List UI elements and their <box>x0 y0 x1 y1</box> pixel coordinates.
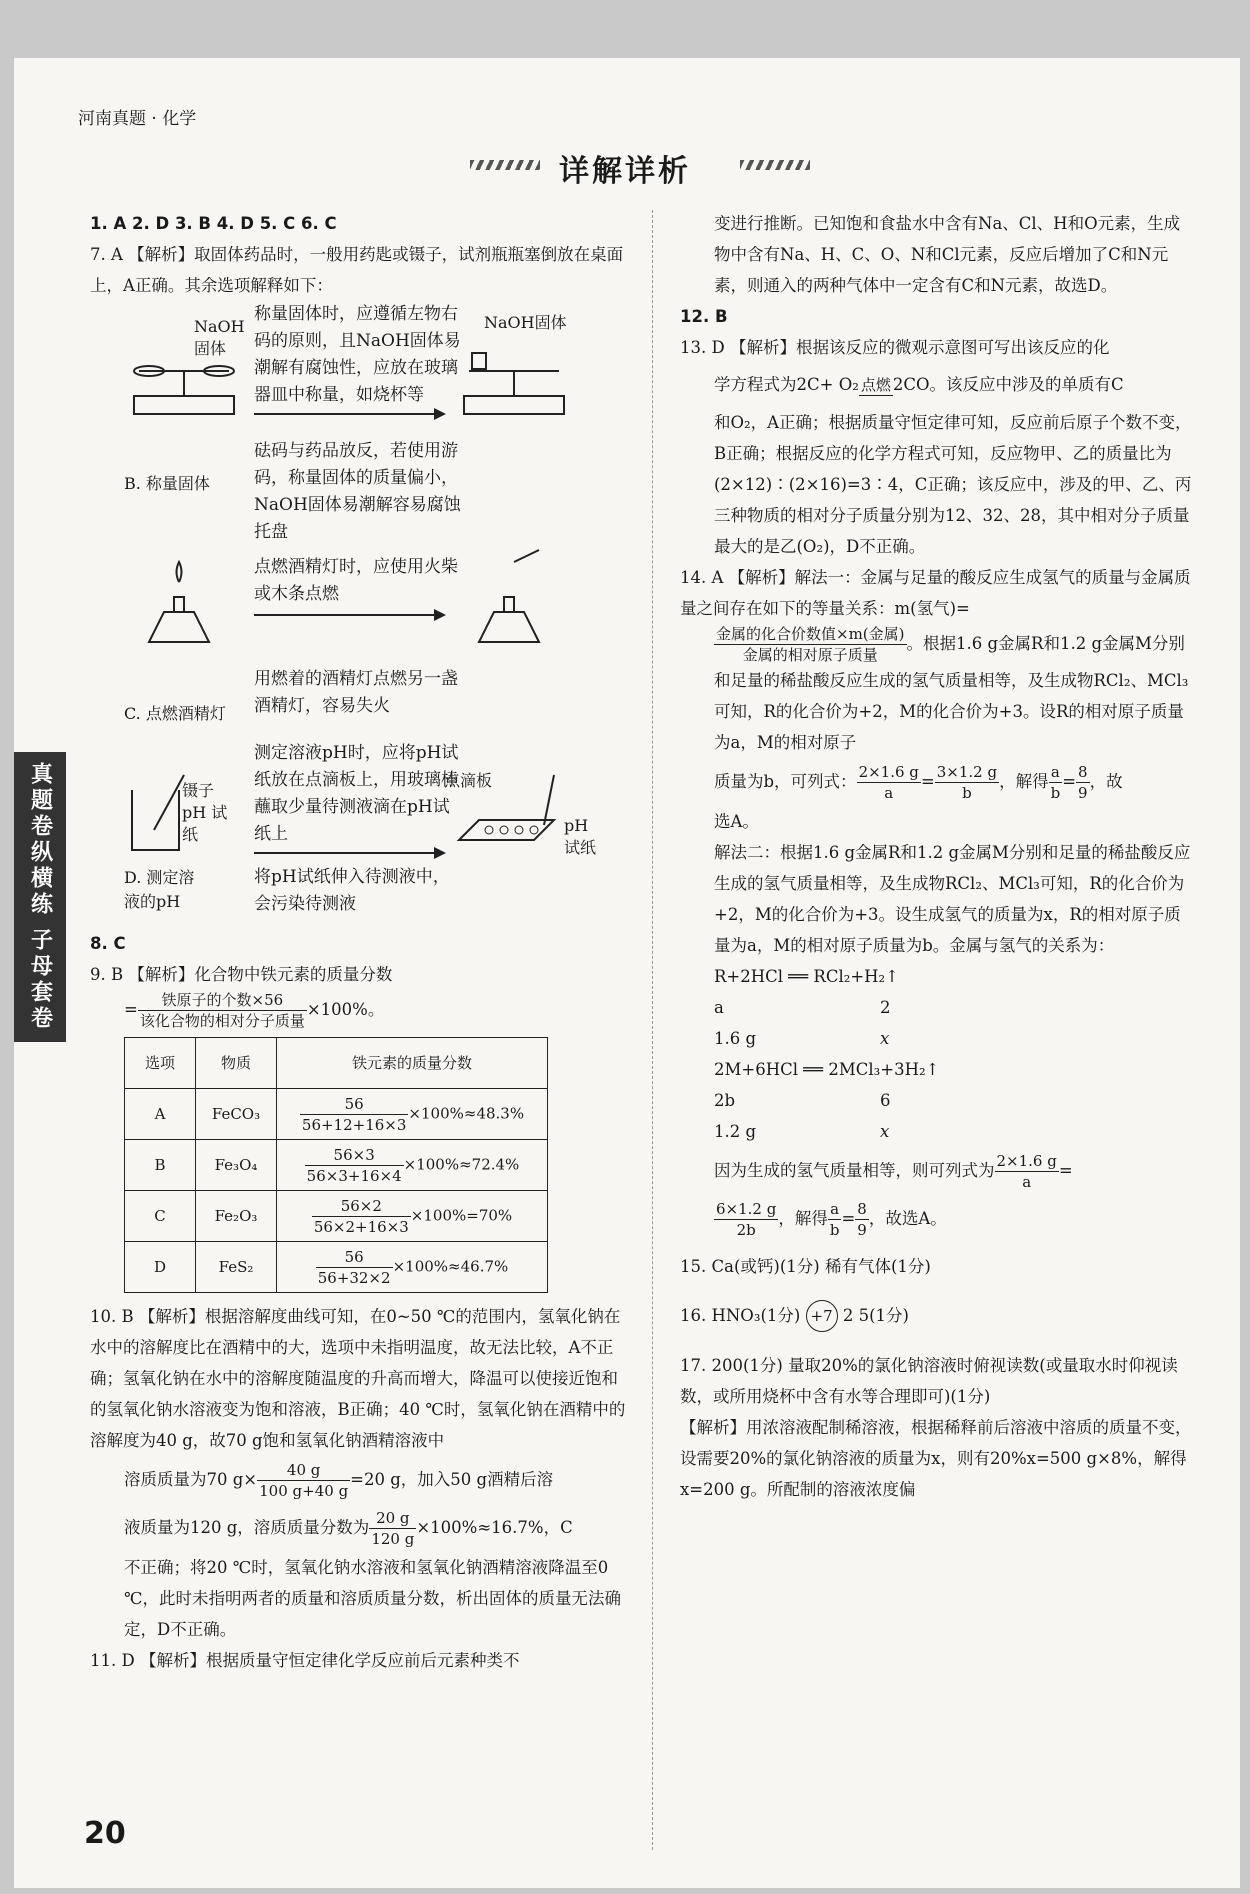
q13-text: 13. D 【解析】根据该反应的微观示意图可写出该反应的化 <box>680 338 1110 357</box>
frac-den: 100 g+40 g <box>259 1482 349 1500</box>
table-cell: A <box>125 1089 196 1140</box>
frac-num: 56 <box>300 1094 409 1115</box>
frac-num: a <box>1049 762 1063 783</box>
q14-method2: 解法二：根据1.6 g金属R和1.2 g金属M分别和足量的稀盐酸反应生成的氢气质量相等，及生成物RCl₂、MCl₃可知，R的化合价为+2，M的化合价为+3。设生成氢气的质量为x，R的相对原子质量为a，M的相对原子质量为b。金属与氢气的关系为： <box>714 843 1191 955</box>
table-cell: FeCO₃ <box>196 1089 277 1140</box>
q16 <box>680 1296 1192 1336</box>
fig-c-caption: C. 点燃酒精灯 <box>124 704 226 723</box>
electron-shells: 2 5 <box>842 1306 870 1325</box>
figure-b-lower <box>124 438 630 542</box>
table-header: 铁元素的质量分数 <box>277 1038 548 1089</box>
q11-text: 11. D 【解析】根据质量守恒定律化学反应前后元素种类不 <box>90 1651 520 1670</box>
reaction-condition: 点燃 <box>860 376 891 394</box>
title-decoration-right <box>740 160 810 170</box>
fig-b-top-text: 称量固体时，应遵循左物右码的原则，且NaOH固体易潮解有腐蚀性，应放在玻璃器皿中称量，如烧杯等 <box>254 304 461 405</box>
frac-den: 56×3+16×4 <box>306 1166 402 1185</box>
frac-den: b <box>829 1221 840 1239</box>
text: 质量为b，可列式： <box>714 772 857 791</box>
frac-den: 9 <box>1078 784 1088 802</box>
text: 因为生成的氢气质量相等，则可列式为 <box>714 1161 995 1180</box>
frac-den: 2b <box>736 1221 756 1239</box>
frac-den: b <box>962 784 972 802</box>
frac-num: 56×3 <box>305 1145 404 1166</box>
frac-den: 56+12+16×3 <box>301 1115 407 1134</box>
q13-eq <box>680 363 1192 407</box>
table-cell <box>277 1089 548 1140</box>
figure-d-lower <box>124 864 630 924</box>
fig-c-bottom-text: 用燃着的酒精灯点燃另一盏酒精灯，容易失火 <box>254 669 458 716</box>
text: (1分) <box>869 1306 909 1325</box>
alcohol-lamp-left-icon <box>134 542 224 652</box>
frac-den: b <box>1050 784 1061 802</box>
q12: 12. B <box>680 307 728 326</box>
table-cell <box>277 1191 548 1242</box>
figure-b <box>124 301 630 434</box>
balance-right-icon <box>454 341 574 421</box>
frac-num: a <box>828 1199 842 1220</box>
q9-frac-tail: ×100%。 <box>306 1000 385 1019</box>
side-tab <box>14 752 66 1042</box>
text: 16. HNO₃(1分) <box>680 1306 801 1325</box>
page-number: 20 <box>84 1816 126 1851</box>
q8: 8. C <box>90 934 126 953</box>
table-row <box>125 1242 548 1293</box>
q10-line3 <box>90 1504 630 1552</box>
frac-num: 20 g <box>369 1508 416 1529</box>
q10-text: 10. B 【解析】根据溶解度曲线可知，在0~50 ℃的范围内，氢氧化钠在水中的溶解度比在酒精中的大，选项中未指明温度，故无法比较，A不正确；氢氧化钠在水中的溶解度随温度的升高而增大，降温可以使接近饱和的氢氧化钠水溶液变为饱和溶液，B正确；40 ℃时，氢氧化钠在酒精中的溶解度为40 g，故70 g饱和氢氧化钠酒精溶液中 <box>90 1307 626 1450</box>
table-row <box>125 1140 548 1191</box>
text: = <box>1062 772 1077 791</box>
q9-frac-num: 铁原子的个数×56 <box>138 990 307 1011</box>
side-tab-line1: 真题卷纵横练 <box>27 762 53 918</box>
reaction-2: 2M+6HCl ══ 2MCl₃+3H₂↑ <box>714 1060 940 1079</box>
text: ，故 <box>1089 772 1123 791</box>
column-divider <box>652 210 653 1850</box>
q17: 17. 200(1分) 量取20%的氯化钠溶液时俯视读数(或量取水时仰视读数，或所用烧杯中含有水等合理即可)(1分) <box>680 1356 1178 1406</box>
q14-select: 选A。 <box>714 812 759 831</box>
reaction-2-value: 2b <box>714 1091 736 1110</box>
frac-num: 3×1.2 g <box>936 763 998 781</box>
fig-b-bottom-text: 砝码与药品放反，若使用游码，称量固体的质量偏小，NaOH固体易潮解容易腐蚀托盘 <box>254 441 461 542</box>
text: =20 g，加入50 g酒精后溶 <box>350 1470 554 1489</box>
q17-analysis: 【解析】用浓溶液配制稀溶液，根据稀释前后溶液中溶质的质量不变，设需要20%的氯化钠溶液的质量为x，则有20%x=500 g×8%，解得x=200 g。所配制的溶液浓度偏 <box>680 1418 1192 1499</box>
text: = <box>1058 1161 1073 1180</box>
frac-den: a <box>1022 1173 1032 1191</box>
q11-cont: 变进行推断。已知饱和食盐水中含有Na、Cl、H和O元素，生成物中含有Na、H、C、O、N和Cl元素，反应后增加了C和N元素，则通入的两种气体中一定含有C和N元素，故选D。 <box>714 214 1181 295</box>
q9-text: 9. B 【解析】化合物中铁元素的质量分数 <box>90 965 393 984</box>
fig-d-right-label-2: pH 试纸 <box>564 816 597 857</box>
page-title: 详解详析 <box>559 154 691 189</box>
fig-d-caption: D. 测定溶液的pH <box>124 868 195 911</box>
q14-reactions <box>680 961 1192 1147</box>
q9-formula: = $\frac{\text{铁原子的个数×56}}{\text{该化合物的相对分子质量}}$ ×100%。 <box>124 991 385 1030</box>
reaction-1-value: x <box>880 1029 890 1048</box>
q14-frac-line <box>680 624 1192 758</box>
figure-c <box>124 542 630 662</box>
fig-b-right-label: NaOH固体 <box>484 313 567 332</box>
q14-equal-line <box>680 1147 1192 1195</box>
table-cell: Fe₂O₃ <box>196 1191 277 1242</box>
q14-eq-line <box>680 758 1192 806</box>
text: ，解得 <box>778 1209 828 1228</box>
reaction-1: R+2HCl ══ RCl₂+H₂↑ <box>714 967 899 986</box>
frac-num: 56×2 <box>312 1196 411 1217</box>
reaction-1-value: a <box>714 998 724 1017</box>
figure-c-lower <box>124 666 630 736</box>
text: ×100%≈16.7%，C <box>416 1518 573 1537</box>
frac-den: 120 g <box>371 1530 415 1548</box>
fig-d-right-label: 点滴板 <box>444 771 493 790</box>
q9-table <box>124 1037 548 1293</box>
table-row <box>125 1089 548 1140</box>
q9-frac-den: 该化合物的相对分子质量 <box>139 1012 305 1030</box>
reaction-1-value: 1.6 g <box>714 1029 757 1048</box>
table-cell <box>277 1242 548 1293</box>
q15: 15. Ca(或钙)(1分) 稀有气体(1分) <box>680 1257 931 1276</box>
fig-b-left-label: NaOH 固体 <box>194 317 245 358</box>
fig-c-top-text: 点燃酒精灯时，应使用火柴或木条点燃 <box>254 557 458 604</box>
alcohol-lamp-right-icon <box>464 542 554 652</box>
frac-num: 2×1.6 g <box>858 763 919 781</box>
q13-cont: 和O₂，A正确；根据质量守恒定律可知，反应前后原子个数不变，B正确；根据反应的化学方程式可知，反应物甲、乙的质量比为(2×12)∶(2×16)=3∶4，C正确；该反应中，涉及的甲、乙、丙三种物质的相对分子质量分别为12、32、28，其中相对分子质量最大的是乙(O₂)，D不正确。 <box>714 413 1192 556</box>
frac-num: 6×1.2 g <box>716 1200 777 1218</box>
nucleus-charge: +7 <box>810 1307 833 1325</box>
result: ×100%=70% <box>410 1206 513 1224</box>
arrow-icon <box>254 614 444 616</box>
frac-den: 56×2+16×3 <box>313 1217 409 1236</box>
frac-num: 金属的化合价数值×m(金属) <box>716 625 905 643</box>
figure-d <box>124 740 630 860</box>
table-cell <box>277 1140 548 1191</box>
frac-num: 8 <box>1078 763 1088 781</box>
text: 溶质质量为70 g× <box>124 1470 258 1489</box>
table-header: 选项 <box>125 1038 196 1089</box>
result: ×100%≈48.3% <box>408 1104 525 1122</box>
left-column <box>90 208 630 1676</box>
frac-den: 金属的相对原子质量 <box>742 646 878 664</box>
frac-den: 56+32×2 <box>317 1268 391 1287</box>
fig-d-left-label: 镊子 pH 试纸 <box>182 781 228 844</box>
table-cell: B <box>125 1140 196 1191</box>
frac-num: 8 <box>857 1200 867 1218</box>
text: = <box>841 1209 856 1228</box>
running-header: 河南真题 · 化学 <box>78 109 197 129</box>
frac-num: 40 g <box>257 1460 350 1481</box>
text: 2CO。该反应中涉及的单质有C <box>892 375 1124 394</box>
text: = <box>920 772 935 791</box>
text: 学方程式为2C+ O₂ <box>714 375 859 394</box>
answers-1-6: 1. A 2. D 3. B 4. D 5. C 6. C <box>90 214 337 233</box>
frac-num: 2×1.6 g <box>996 1152 1057 1170</box>
text: ，故选A。 <box>868 1209 947 1228</box>
frac-den: 9 <box>857 1221 867 1239</box>
table-cell: D <box>125 1242 196 1293</box>
reaction-2-value: 6 <box>880 1091 891 1110</box>
text: 。根据1.6 g金属R和1.2 g金属M分别和足量的稀盐酸反应生成的氢气质量相等，及生成物RCl₂、MCl₃可知，R的化合价为+2，M的化合价为+3。设R的相对原子质量为a，M的相对原子 <box>714 634 1189 752</box>
side-tab-line2: 子母套卷 <box>27 928 53 1032</box>
text: 液质量为120 g，溶质质量分数为 <box>124 1518 370 1537</box>
frac-num: 56 <box>316 1247 393 1268</box>
table-header: 物质 <box>196 1038 277 1089</box>
arrow-icon <box>254 852 444 854</box>
fig-b-caption: B. 称量固体 <box>124 474 210 493</box>
table-cell: C <box>125 1191 196 1242</box>
table-row <box>125 1191 548 1242</box>
result: ×100%≈46.7% <box>392 1257 509 1275</box>
fig-d-top-text: 测定溶液pH时，应将pH试纸放在点滴板上，用玻璃棒蘸取少量待测液滴在pH试纸上 <box>254 743 459 844</box>
arrow-icon <box>254 413 444 415</box>
q10-line4: 不正确；将20 ℃时，氢氧化钠水溶液和氢氧化钠酒精溶液降温至0 ℃，此时未指明两者的质量和溶质质量分数，析出固体的质量无法确定，D不正确。 <box>124 1558 621 1639</box>
result: ×100%≈72.4% <box>403 1155 520 1173</box>
reaction-2-value: x <box>880 1122 890 1141</box>
reaction-2-value: 1.2 g <box>714 1122 757 1141</box>
fig-d-bottom-text: 将pH试纸伸入待测液中，会污染待测液 <box>254 867 450 914</box>
atom-structure-icon <box>806 1300 838 1332</box>
text: ，解得 <box>999 772 1049 791</box>
right-column <box>680 208 1192 1505</box>
q7-text: 7. A 【解析】取固体药品时，一般用药匙或镊子，试剂瓶瓶塞倒放在桌面上，A正确。其余选项解释如下： <box>90 245 624 295</box>
frac-den: a <box>884 784 894 802</box>
table-cell: FeS₂ <box>196 1242 277 1293</box>
q14-result-line <box>680 1195 1192 1243</box>
table-cell: Fe₃O₄ <box>196 1140 277 1191</box>
q14-text: 14. A 【解析】解法一：金属与足量的酸反应生成氢气的质量与金属质量之间存在如下的等量关系：m(氢气)= <box>680 568 1191 618</box>
q10-line2 <box>90 1456 630 1504</box>
reaction-1-value: 2 <box>880 998 891 1017</box>
